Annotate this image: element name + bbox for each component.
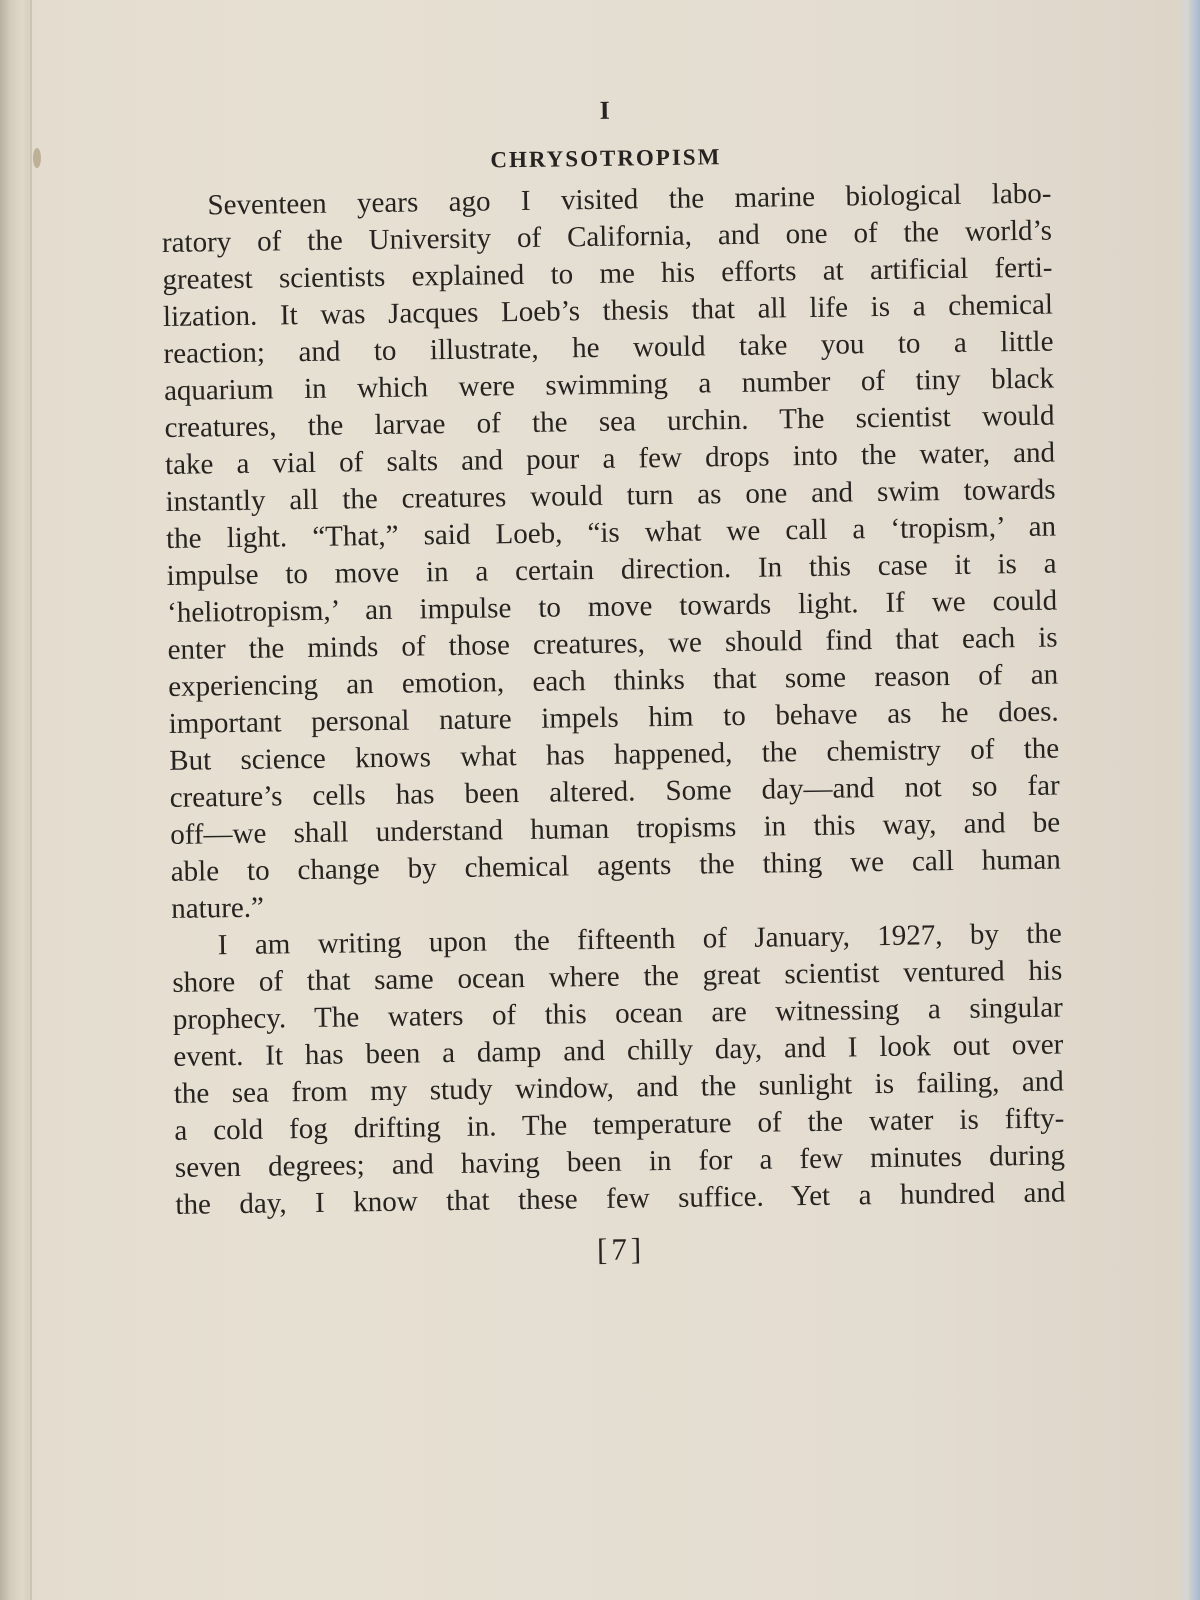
text-line: the day, I know that these few suffice. Yet a hundred and [175,1176,1066,1221]
chapter-title: CHRYSOTROPISM [490,144,722,173]
text-line: impulse to move in a certain direction. In this case it is a [166,547,1057,592]
text-line: creature’s cells has been altered. Some day—and not so far [169,769,1060,814]
text-line: experiencing an emotion, each thinks that some reason of an [167,658,1059,703]
text-line: Seventeen years ago I visited the marine biological labo- [207,177,1052,222]
text-line: the light. “That,” said Loeb, “is what we call a ‘tropism,’ an [165,510,1057,555]
paragraph-1 [161,176,1061,928]
page-edge-left [0,0,32,1600]
text-line: ratory of the University of California, and one of the world’s [161,214,1053,259]
text-line: able to change by chemical agents the thing we call human [170,843,1061,888]
chapter-number: I [599,95,611,125]
text-line: event. It has been a damp and chilly day, and I look out over [173,1028,1064,1073]
paragraph-2 [172,915,1066,1223]
text-line: shore of that same ocean where the great scientist ventured his [172,954,1063,999]
text-line: ‘heliotropism,’ an impulse to move towards light. If we could [166,584,1058,629]
text-line: off—we shall understand human tropisms in this way, and be [170,806,1061,851]
text-line: lization. It was Jacques Loeb’s thesis that all life is a chemical [162,288,1054,333]
text-line: reaction; and to illustrate, he would take you to a little [163,325,1054,370]
paper-stain [33,148,41,168]
text-line: the sea from my study window, and the sunlight is failing, and [173,1065,1065,1110]
text-line: nature.” [171,891,265,925]
text-line: seven degrees; and having been in for a few minutes during [174,1139,1066,1184]
page-number: [7] [596,1231,646,1268]
page-edge-right [1188,0,1200,1600]
text-line: prophecy. The waters of this ocean are witnessing a singular [172,991,1063,1036]
text-line: take a vial of salts and pour a few drops into the water, and [164,436,1056,481]
book-page [160,88,1066,1276]
text-line: aquarium in which were swimming a number of tiny black [163,362,1055,407]
text-line: greatest scientists explained to me his efforts at artificial ferti- [162,251,1053,296]
text-line: a cold fog drifting in. The temperature of the water is fifty- [174,1102,1065,1147]
page-gutter-line [30,0,32,1600]
text-line: But science knows what has happened, the chemistry of the [169,732,1060,777]
text-line: instantly all the creatures would turn as one and swim towards [165,473,1056,518]
text-line: enter the minds of those creatures, we should find that each is [167,621,1058,666]
text-line: creatures, the larvae of the sea urchin. The scientist would [164,399,1055,444]
text-line: important personal nature impels him to behave as he does. [168,695,1059,740]
text-line: I am writing upon the fifteenth of January, 1927, by the [217,917,1062,962]
